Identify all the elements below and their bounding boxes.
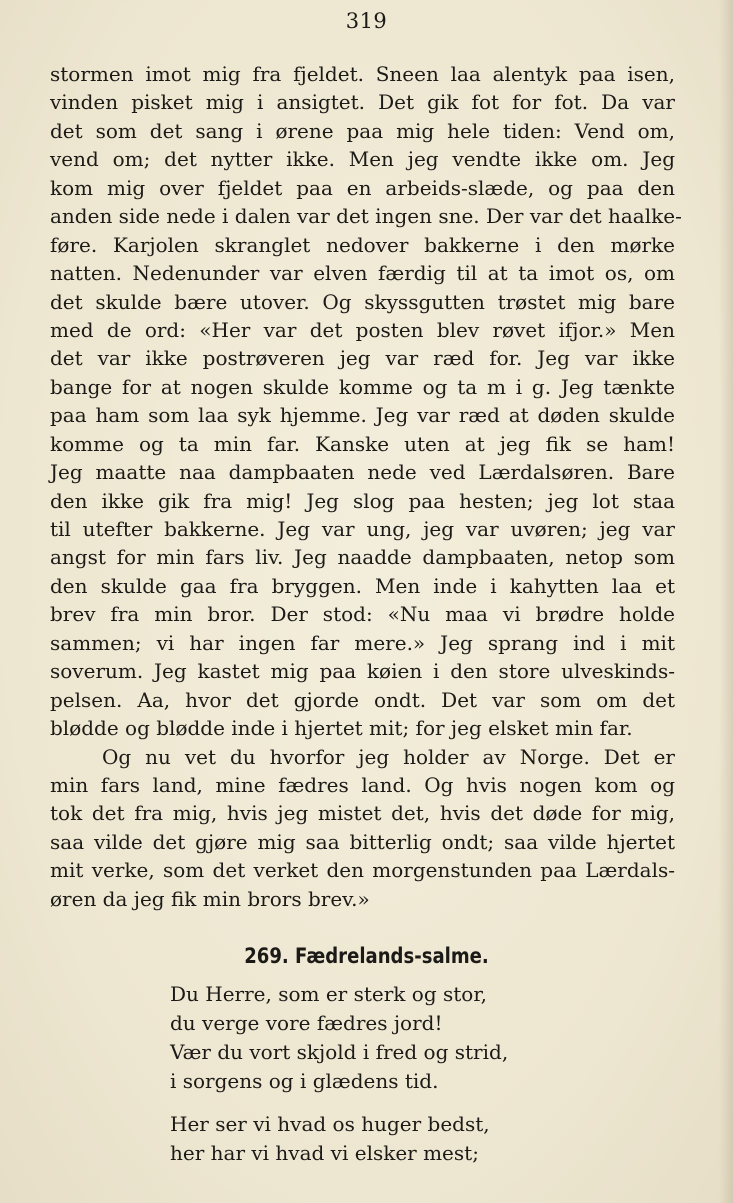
prose-line: soverum. Jeg kastet mig paa køien i den store ulveskinds-	[50, 659, 675, 684]
prose-line: natten. Nedenunder var elven færdig til at ta imot os, om	[50, 261, 675, 286]
prose-line: min fars land, mine fædres land. Og hvis nogen kom og	[50, 772, 675, 797]
prose-line: den ikke gik fra mig! Jeg slog paa hesten; jeg lot staa	[50, 488, 675, 513]
prose-line: det som det sang i ørene paa mig hele tiden: Vend om,	[50, 118, 675, 143]
prose-line: saa vilde det gjøre mig saa bitterlig ondt; saa vilde hjertet	[50, 829, 675, 854]
prose-line: komme og ta min far. Kanske uten at jeg fik se ham!	[50, 431, 675, 456]
prose-line: angst for min fars liv. Jeg naadde dampbaaten, netop som	[50, 545, 675, 570]
poem-title: 269. Fædrelands-salme.	[244, 944, 489, 968]
page-edge-shadow	[719, 0, 733, 1203]
prose-line: brev fra min bror. Der stod: «Nu maa vi brødre holde	[50, 602, 675, 627]
verse-line: her har vi hvad vi elsker mest;	[170, 1141, 479, 1165]
poem-stanza-2	[170, 1110, 590, 1168]
prose-line: til utefter bakkerne. Jeg var ung, jeg var uvøren; jeg var	[50, 517, 675, 541]
prose-line: det skulde bære utover. Og skyssgutten trøstet mig bare	[50, 289, 675, 314]
prose-line: pelsen. Aa, hvor det gjorde ondt. Det var som om det	[50, 687, 675, 712]
prose-line: kom mig over fjeldet paa en arbeids-slæde, og paa den	[50, 175, 675, 200]
prose-line: det var ikke postrøveren jeg var ræd for. Jeg var ikke	[50, 346, 675, 371]
prose-line: blødde og blødde inde i hjertet mit; for jeg elsket min far.	[50, 716, 633, 741]
prose-line: føre. Karjolen skranglet nedover bakkerne i den mørke	[50, 232, 675, 257]
prose-line: paa ham som laa syk hjemme. Jeg var ræd at døden skulde	[50, 403, 675, 428]
verse-line: Her ser vi hvad os huger bedst,	[170, 1112, 490, 1136]
poem-stanza-1	[170, 980, 590, 1096]
prose-line: vinden pisket mig i ansigtet. Det gik fot for fot. Da var	[50, 90, 675, 115]
prose-line: tok det fra mig, hvis jeg mistet det, hvis det døde for mig,	[50, 801, 675, 826]
prose-line: bange for at nogen skulde komme og ta m i g. Jeg tænkte	[50, 374, 675, 399]
prose-line: øren da jeg fik min brors brev.»	[50, 886, 370, 911]
prose-line: vend om; det nytter ikke. Men jeg vendte ikke om. Jeg	[50, 147, 675, 172]
prose-line: stormen imot mig fra fjeldet. Sneen laa alentyk paa isen,	[50, 62, 675, 86]
prose-line-paragraph-start: Og nu vet du hvorfor jeg holder av Norge. Det er	[102, 744, 675, 769]
prose-line: anden side nede i dalen var det ingen sne. Der var det haalke-	[50, 204, 682, 229]
prose-line: sammen; vi har ingen far mere.» Jeg sprang ind i mit	[50, 630, 675, 655]
verse-line: du verge vore fædres jord!	[170, 1011, 443, 1035]
prose-line: den skulde gaa fra bryggen. Men inde i kahytten laa et	[50, 573, 675, 598]
verse-line: Du Herre, som er sterk og stor,	[170, 982, 488, 1006]
page-number: 319	[345, 9, 388, 33]
verse-line: i sorgens og i glædens tid.	[170, 1069, 439, 1093]
verse-line: Vær du vort skjold i fred og strid,	[170, 1040, 509, 1064]
prose-line: Jeg maatte naa dampbaaten nede ved Lærdalsøren. Bare	[50, 460, 675, 485]
prose-line: med de ord: «Her var det posten blev røvet ifjor.» Men	[50, 317, 675, 342]
prose-line: mit verke, som det verket den morgenstunden paa Lærdals-	[50, 858, 675, 883]
prose-body	[50, 60, 682, 913]
